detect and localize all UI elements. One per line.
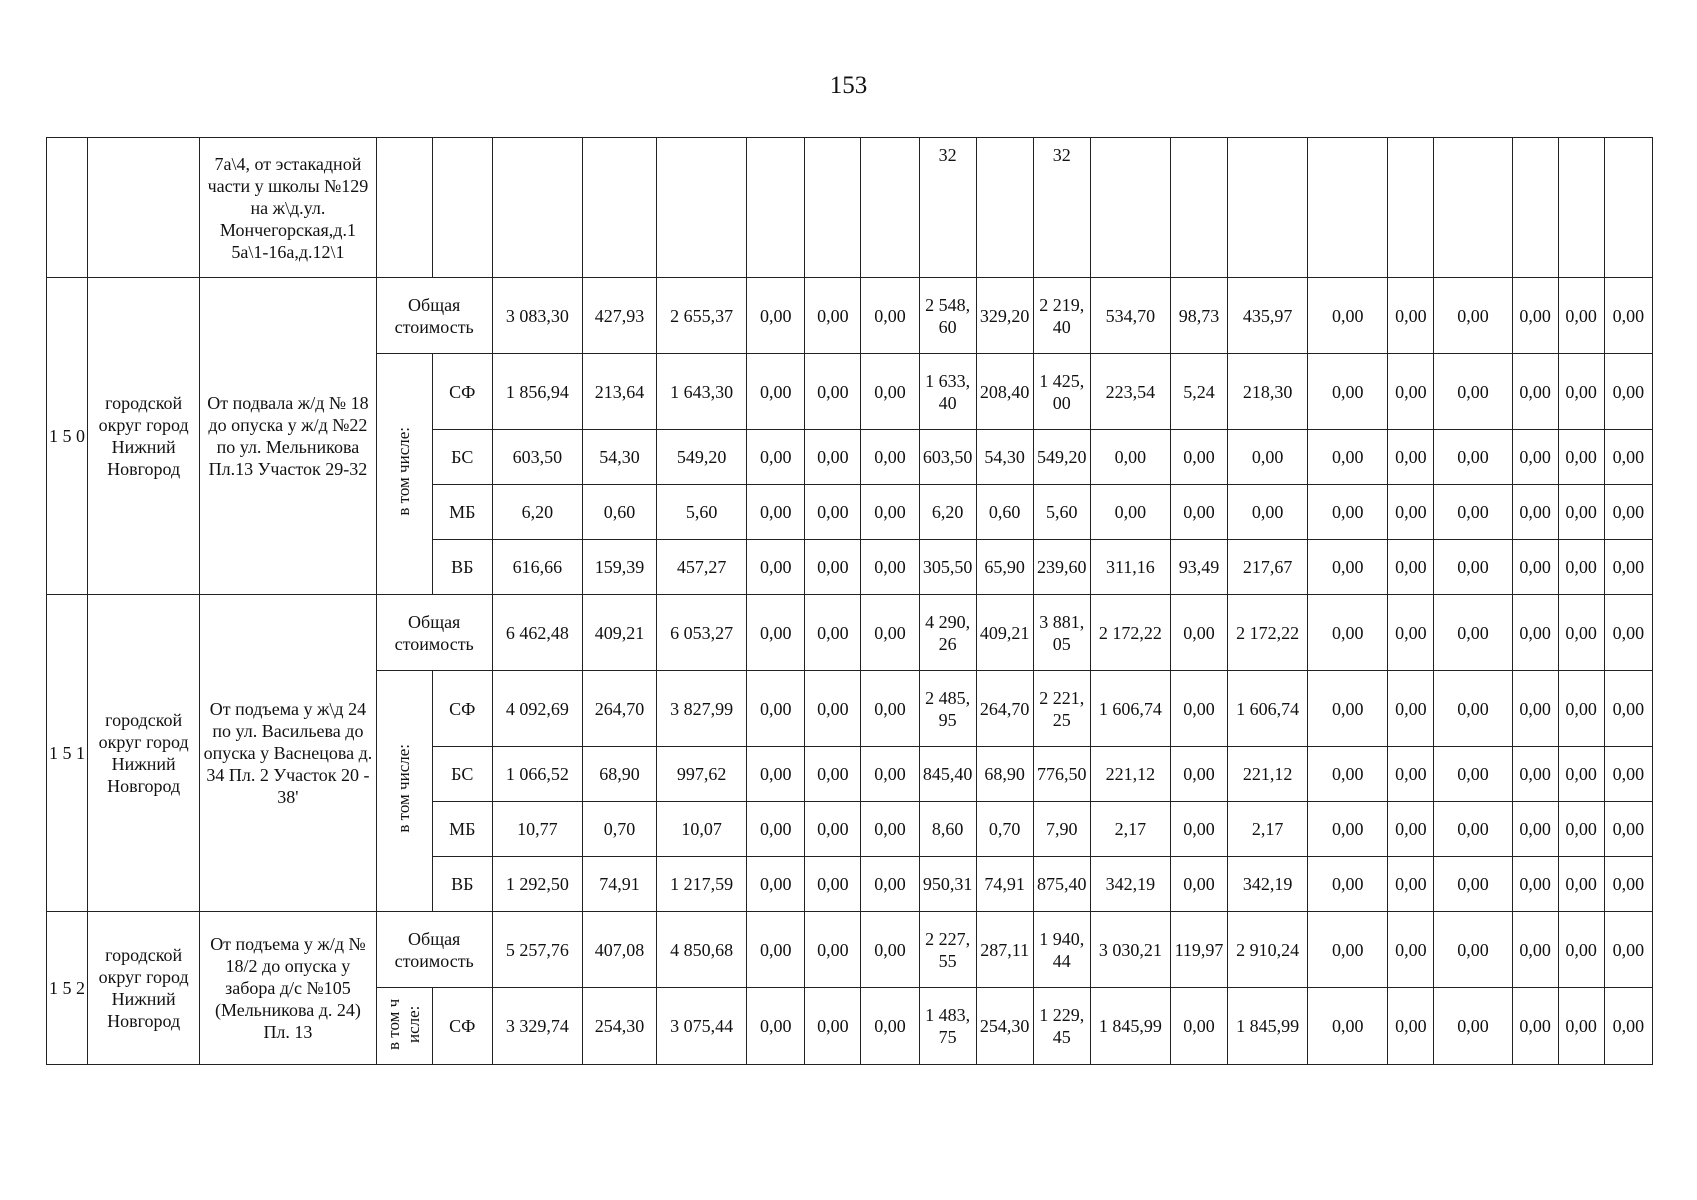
value-cell: 0,70 bbox=[976, 802, 1033, 857]
source-cell: СФ bbox=[432, 354, 492, 430]
value-cell: 1 425,00 bbox=[1033, 354, 1090, 430]
total-label-cell: Общая стоимость bbox=[376, 595, 492, 671]
value-cell: 0,00 bbox=[1434, 802, 1512, 857]
value-cell: 0,00 bbox=[1604, 430, 1652, 485]
row-number-cell bbox=[47, 138, 88, 278]
value-cell: 0,00 bbox=[1558, 671, 1604, 747]
value-cell: 0,00 bbox=[1170, 802, 1227, 857]
value-cell: 0,00 bbox=[1434, 354, 1512, 430]
value-cell: 1 633,40 bbox=[919, 354, 976, 430]
value-cell: 0,00 bbox=[1308, 988, 1388, 1065]
value-cell: 3 083,30 bbox=[492, 278, 582, 354]
value-cell: 0,00 bbox=[861, 354, 919, 430]
page-number: 153 bbox=[829, 72, 868, 99]
value-cell: 0,00 bbox=[861, 430, 919, 485]
value-cell: 0,00 bbox=[747, 595, 805, 671]
value-cell: 0,00 bbox=[1308, 747, 1388, 802]
value-cell: 0,00 bbox=[861, 912, 919, 988]
value-cell bbox=[492, 138, 582, 278]
row-number-cell: 1 5 1 bbox=[47, 595, 88, 912]
value-cell: 950,31 bbox=[919, 857, 976, 912]
value-cell: 407,08 bbox=[582, 912, 656, 988]
including-label-cell bbox=[376, 671, 432, 912]
value-cell: 264,70 bbox=[582, 671, 656, 747]
value-cell bbox=[1434, 138, 1512, 278]
address-cell: 7а\4, от эстакадной части у школы №129 на ж\д.ул. Мончегорская,д.1 5а\1-16а,д.12\1 bbox=[200, 138, 376, 278]
value-cell: 0,00 bbox=[1558, 595, 1604, 671]
total-label-cell: Общая стоимость bbox=[376, 278, 492, 354]
value-cell: 0,00 bbox=[861, 988, 919, 1065]
value-cell bbox=[1388, 138, 1434, 278]
value-cell: 0,00 bbox=[861, 278, 919, 354]
value-cell: 0,00 bbox=[747, 278, 805, 354]
value-cell: 1 643,30 bbox=[657, 354, 747, 430]
source-cell: МБ bbox=[432, 802, 492, 857]
value-cell: 3 329,74 bbox=[492, 988, 582, 1065]
value-cell: 4 850,68 bbox=[657, 912, 747, 988]
value-cell: 5,24 bbox=[1170, 354, 1227, 430]
value-cell: 10,07 bbox=[657, 802, 747, 857]
value-cell: 2 227,55 bbox=[919, 912, 976, 988]
value-cell: 603,50 bbox=[919, 430, 976, 485]
value-cell: 0,00 bbox=[1512, 857, 1558, 912]
value-cell: 0,00 bbox=[1388, 912, 1434, 988]
value-cell: 0,00 bbox=[805, 747, 861, 802]
value-cell: 5,60 bbox=[1033, 485, 1090, 540]
source-cell bbox=[432, 138, 492, 278]
value-cell bbox=[582, 138, 656, 278]
value-cell: 0,00 bbox=[1512, 595, 1558, 671]
value-cell: 208,40 bbox=[976, 354, 1033, 430]
value-cell: 0,00 bbox=[1558, 430, 1604, 485]
value-cell: 0,00 bbox=[1512, 485, 1558, 540]
value-cell: 0,00 bbox=[1388, 485, 1434, 540]
value-cell: 32 bbox=[919, 138, 976, 278]
value-cell: 0,00 bbox=[1558, 988, 1604, 1065]
value-cell: 0,00 bbox=[1434, 595, 1512, 671]
value-cell: 1 229,45 bbox=[1033, 988, 1090, 1065]
value-cell: 0,00 bbox=[805, 595, 861, 671]
value-cell: 0,00 bbox=[1308, 485, 1388, 540]
value-cell: 5 257,76 bbox=[492, 912, 582, 988]
value-cell bbox=[976, 138, 1033, 278]
value-cell: 3 827,99 bbox=[657, 671, 747, 747]
value-cell: 2 548,60 bbox=[919, 278, 976, 354]
value-cell: 221,12 bbox=[1228, 747, 1308, 802]
value-cell: 0,00 bbox=[805, 430, 861, 485]
value-cell: 119,97 bbox=[1170, 912, 1227, 988]
value-cell: 0,00 bbox=[1170, 485, 1227, 540]
value-cell: 875,40 bbox=[1033, 857, 1090, 912]
value-cell: 0,00 bbox=[1228, 485, 1308, 540]
value-cell: 0,00 bbox=[1434, 747, 1512, 802]
value-cell: 213,64 bbox=[582, 354, 656, 430]
value-cell: 0,00 bbox=[1388, 747, 1434, 802]
value-cell: 2 172,22 bbox=[1090, 595, 1170, 671]
value-cell: 0,00 bbox=[861, 857, 919, 912]
value-cell: 0,00 bbox=[1434, 540, 1512, 595]
value-cell: 287,11 bbox=[976, 912, 1033, 988]
value-cell: 3 075,44 bbox=[657, 988, 747, 1065]
value-cell: 0,00 bbox=[1388, 595, 1434, 671]
value-cell: 1 066,52 bbox=[492, 747, 582, 802]
value-cell: 0,00 bbox=[1388, 802, 1434, 857]
source-cell: БС bbox=[432, 430, 492, 485]
value-cell: 435,97 bbox=[1228, 278, 1308, 354]
total-label-cell: Общая стоимость bbox=[376, 912, 492, 988]
value-cell: 0,00 bbox=[1308, 912, 1388, 988]
source-cell: ВБ bbox=[432, 857, 492, 912]
value-cell: 218,30 bbox=[1228, 354, 1308, 430]
value-cell: 6 053,27 bbox=[657, 595, 747, 671]
value-cell: 1 845,99 bbox=[1090, 988, 1170, 1065]
value-cell: 1 606,74 bbox=[1228, 671, 1308, 747]
value-cell: 0,00 bbox=[805, 485, 861, 540]
value-cell: 1 856,94 bbox=[492, 354, 582, 430]
value-cell bbox=[1308, 138, 1388, 278]
source-cell: СФ bbox=[432, 671, 492, 747]
value-cell: 1 940,44 bbox=[1033, 912, 1090, 988]
value-cell: 54,30 bbox=[976, 430, 1033, 485]
value-cell: 0,00 bbox=[747, 671, 805, 747]
value-cell: 427,93 bbox=[582, 278, 656, 354]
value-cell bbox=[1512, 138, 1558, 278]
value-cell: 0,00 bbox=[1604, 747, 1652, 802]
value-cell: 0,00 bbox=[1170, 595, 1227, 671]
value-cell: 0,00 bbox=[1512, 912, 1558, 988]
value-cell: 32 bbox=[1033, 138, 1090, 278]
value-cell: 549,20 bbox=[657, 430, 747, 485]
value-cell: 0,00 bbox=[1388, 540, 1434, 595]
value-cell: 305,50 bbox=[919, 540, 976, 595]
value-cell: 0,00 bbox=[1434, 485, 1512, 540]
table-row-total bbox=[47, 912, 1653, 988]
source-cell: СФ bbox=[432, 988, 492, 1065]
value-cell: 254,30 bbox=[582, 988, 656, 1065]
value-cell: 0,00 bbox=[805, 540, 861, 595]
value-cell: 2 910,24 bbox=[1228, 912, 1308, 988]
value-cell bbox=[1170, 138, 1227, 278]
value-cell: 0,00 bbox=[747, 540, 805, 595]
municipality-cell: городской округ город Нижний Новгород bbox=[88, 912, 200, 1065]
value-cell: 239,60 bbox=[1033, 540, 1090, 595]
value-cell: 845,40 bbox=[919, 747, 976, 802]
value-cell bbox=[861, 138, 919, 278]
value-cell: 0,00 bbox=[1170, 671, 1227, 747]
value-cell: 0,00 bbox=[1604, 540, 1652, 595]
value-cell: 0,00 bbox=[1308, 595, 1388, 671]
value-cell: 0,00 bbox=[747, 988, 805, 1065]
value-cell: 0,00 bbox=[1308, 430, 1388, 485]
value-cell: 7,90 bbox=[1033, 802, 1090, 857]
value-cell: 0,00 bbox=[1558, 912, 1604, 988]
value-cell: 0,00 bbox=[1388, 857, 1434, 912]
value-cell: 0,00 bbox=[1170, 988, 1227, 1065]
value-cell: 0,00 bbox=[1228, 430, 1308, 485]
value-cell: 0,00 bbox=[1512, 671, 1558, 747]
address-cell: От подвала ж/д № 18 до опуска у ж/д №22 по ул. Мельникова Пл.13 Участок 29-32 bbox=[200, 278, 376, 595]
value-cell: 0,00 bbox=[805, 354, 861, 430]
including-label: в том числе: bbox=[394, 744, 414, 833]
value-cell: 0,00 bbox=[1558, 540, 1604, 595]
value-cell: 1 606,74 bbox=[1090, 671, 1170, 747]
source-cell: ВБ bbox=[432, 540, 492, 595]
value-cell: 10,77 bbox=[492, 802, 582, 857]
value-cell: 0,00 bbox=[1308, 857, 1388, 912]
value-cell: 74,91 bbox=[582, 857, 656, 912]
value-cell: 0,00 bbox=[1558, 747, 1604, 802]
value-cell: 2 172,22 bbox=[1228, 595, 1308, 671]
value-cell: 0,00 bbox=[1170, 857, 1227, 912]
value-cell: 4 290,26 bbox=[919, 595, 976, 671]
value-cell: 2 485,95 bbox=[919, 671, 976, 747]
value-cell: 0,00 bbox=[747, 857, 805, 912]
value-cell: 264,70 bbox=[976, 671, 1033, 747]
value-cell: 0,00 bbox=[1604, 912, 1652, 988]
value-cell: 0,00 bbox=[1388, 430, 1434, 485]
value-cell: 2 655,37 bbox=[657, 278, 747, 354]
value-cell: 0,00 bbox=[1434, 671, 1512, 747]
municipality-cell: городской округ город Нижний Новгород bbox=[88, 595, 200, 912]
value-cell: 0,00 bbox=[861, 540, 919, 595]
value-cell: 0,00 bbox=[1308, 354, 1388, 430]
value-cell: 603,50 bbox=[492, 430, 582, 485]
value-cell: 0,00 bbox=[805, 278, 861, 354]
value-cell: 0,00 bbox=[1308, 671, 1388, 747]
value-cell: 0,00 bbox=[861, 747, 919, 802]
value-cell: 0,00 bbox=[1604, 485, 1652, 540]
value-cell: 0,00 bbox=[1388, 354, 1434, 430]
value-cell: 0,00 bbox=[1170, 747, 1227, 802]
value-cell: 68,90 bbox=[976, 747, 1033, 802]
value-cell: 0,00 bbox=[1434, 988, 1512, 1065]
budget-table bbox=[46, 137, 1653, 1065]
value-cell bbox=[657, 138, 747, 278]
value-cell: 0,00 bbox=[1512, 988, 1558, 1065]
value-cell: 0,00 bbox=[1388, 988, 1434, 1065]
including-label-cell bbox=[376, 988, 432, 1065]
value-cell: 0,00 bbox=[1512, 430, 1558, 485]
value-cell: 98,73 bbox=[1170, 278, 1227, 354]
value-cell: 0,00 bbox=[1308, 540, 1388, 595]
value-cell: 0,00 bbox=[861, 802, 919, 857]
value-cell: 1 292,50 bbox=[492, 857, 582, 912]
value-cell: 0,00 bbox=[1604, 354, 1652, 430]
value-cell: 0,00 bbox=[861, 671, 919, 747]
table-row-total bbox=[47, 595, 1653, 671]
value-cell: 0,00 bbox=[1604, 671, 1652, 747]
value-cell: 254,30 bbox=[976, 988, 1033, 1065]
value-cell: 0,00 bbox=[1604, 988, 1652, 1065]
value-cell: 0,00 bbox=[1090, 430, 1170, 485]
value-cell: 0,00 bbox=[1604, 857, 1652, 912]
value-cell: 0,00 bbox=[1604, 278, 1652, 354]
value-cell: 3 030,21 bbox=[1090, 912, 1170, 988]
value-cell: 3 881,05 bbox=[1033, 595, 1090, 671]
value-cell: 217,67 bbox=[1228, 540, 1308, 595]
value-cell: 0,00 bbox=[1434, 278, 1512, 354]
value-cell: 0,00 bbox=[747, 912, 805, 988]
value-cell: 0,00 bbox=[1512, 747, 1558, 802]
value-cell: 0,70 bbox=[582, 802, 656, 857]
value-cell: 0,00 bbox=[1512, 278, 1558, 354]
value-cell: 0,00 bbox=[805, 857, 861, 912]
value-cell: 74,91 bbox=[976, 857, 1033, 912]
address-cell: От подъема у ж/д № 18/2 до опуска у забора д/с №105 (Мельникова д. 24) Пл. 13 bbox=[200, 912, 376, 1065]
including-label: в том числе: bbox=[384, 997, 424, 1050]
value-cell: 997,62 bbox=[657, 747, 747, 802]
value-cell: 0,00 bbox=[805, 802, 861, 857]
value-cell: 409,21 bbox=[582, 595, 656, 671]
value-cell: 65,90 bbox=[976, 540, 1033, 595]
value-cell: 0,00 bbox=[1604, 802, 1652, 857]
including-label-cell bbox=[376, 354, 432, 595]
value-cell: 0,60 bbox=[976, 485, 1033, 540]
value-cell: 221,12 bbox=[1090, 747, 1170, 802]
value-cell: 0,00 bbox=[1512, 802, 1558, 857]
row-number-cell: 1 5 0 bbox=[47, 278, 88, 595]
value-cell: 776,50 bbox=[1033, 747, 1090, 802]
value-cell: 0,00 bbox=[861, 595, 919, 671]
value-cell: 342,19 bbox=[1228, 857, 1308, 912]
value-cell bbox=[1604, 138, 1652, 278]
value-cell: 1 483,75 bbox=[919, 988, 976, 1065]
value-cell: 5,60 bbox=[657, 485, 747, 540]
value-cell: 8,60 bbox=[919, 802, 976, 857]
value-cell: 0,60 bbox=[582, 485, 656, 540]
row-number-cell: 1 5 2 bbox=[47, 912, 88, 1065]
value-cell: 342,19 bbox=[1090, 857, 1170, 912]
value-cell: 616,66 bbox=[492, 540, 582, 595]
value-cell: 0,00 bbox=[1558, 278, 1604, 354]
value-cell bbox=[1228, 138, 1308, 278]
value-cell: 223,54 bbox=[1090, 354, 1170, 430]
value-cell: 0,00 bbox=[1170, 430, 1227, 485]
value-cell bbox=[1090, 138, 1170, 278]
value-cell: 329,20 bbox=[976, 278, 1033, 354]
value-cell: 0,00 bbox=[1434, 430, 1512, 485]
address-cell: От подъема у ж\д 24 по ул. Васильева до опуска у Васнецова д. 34 Пл. 2 Участок 20 - 38' bbox=[200, 595, 376, 912]
municipality-cell bbox=[88, 138, 200, 278]
value-cell bbox=[1558, 138, 1604, 278]
value-cell: 0,00 bbox=[747, 802, 805, 857]
value-cell: 6 462,48 bbox=[492, 595, 582, 671]
value-cell: 2 221,25 bbox=[1033, 671, 1090, 747]
value-cell: 6,20 bbox=[919, 485, 976, 540]
source-cell: МБ bbox=[432, 485, 492, 540]
value-cell: 534,70 bbox=[1090, 278, 1170, 354]
including-cell bbox=[376, 138, 432, 278]
value-cell: 0,00 bbox=[1388, 671, 1434, 747]
table-row-total bbox=[47, 278, 1653, 354]
source-cell: БС bbox=[432, 747, 492, 802]
including-label: в том числе: bbox=[394, 427, 414, 516]
value-cell: 0,00 bbox=[1512, 354, 1558, 430]
value-cell: 549,20 bbox=[1033, 430, 1090, 485]
value-cell: 54,30 bbox=[582, 430, 656, 485]
value-cell: 2,17 bbox=[1228, 802, 1308, 857]
value-cell: 93,49 bbox=[1170, 540, 1227, 595]
value-cell: 0,00 bbox=[1604, 595, 1652, 671]
value-cell: 2 219,40 bbox=[1033, 278, 1090, 354]
table-row-continuation bbox=[47, 138, 1653, 278]
value-cell: 0,00 bbox=[1308, 278, 1388, 354]
value-cell: 159,39 bbox=[582, 540, 656, 595]
value-cell: 0,00 bbox=[747, 485, 805, 540]
value-cell: 0,00 bbox=[1434, 912, 1512, 988]
value-cell: 0,00 bbox=[1434, 857, 1512, 912]
value-cell: 0,00 bbox=[861, 485, 919, 540]
value-cell: 0,00 bbox=[747, 430, 805, 485]
value-cell: 409,21 bbox=[976, 595, 1033, 671]
value-cell: 0,00 bbox=[805, 988, 861, 1065]
value-cell: 0,00 bbox=[1388, 278, 1434, 354]
value-cell: 0,00 bbox=[1558, 802, 1604, 857]
value-cell: 0,00 bbox=[747, 354, 805, 430]
value-cell bbox=[747, 138, 805, 278]
value-cell: 0,00 bbox=[1308, 802, 1388, 857]
value-cell: 4 092,69 bbox=[492, 671, 582, 747]
value-cell bbox=[805, 138, 861, 278]
value-cell: 0,00 bbox=[1558, 857, 1604, 912]
value-cell: 0,00 bbox=[805, 671, 861, 747]
value-cell: 457,27 bbox=[657, 540, 747, 595]
value-cell: 0,00 bbox=[747, 747, 805, 802]
value-cell: 0,00 bbox=[1090, 485, 1170, 540]
value-cell: 68,90 bbox=[582, 747, 656, 802]
value-cell: 0,00 bbox=[805, 912, 861, 988]
value-cell: 6,20 bbox=[492, 485, 582, 540]
value-cell: 0,00 bbox=[1558, 354, 1604, 430]
value-cell: 0,00 bbox=[1512, 540, 1558, 595]
municipality-cell: городской округ город Нижний Новгород bbox=[88, 278, 200, 595]
value-cell: 2,17 bbox=[1090, 802, 1170, 857]
value-cell: 1 217,59 bbox=[657, 857, 747, 912]
value-cell: 0,00 bbox=[1558, 485, 1604, 540]
value-cell: 1 845,99 bbox=[1228, 988, 1308, 1065]
value-cell: 311,16 bbox=[1090, 540, 1170, 595]
